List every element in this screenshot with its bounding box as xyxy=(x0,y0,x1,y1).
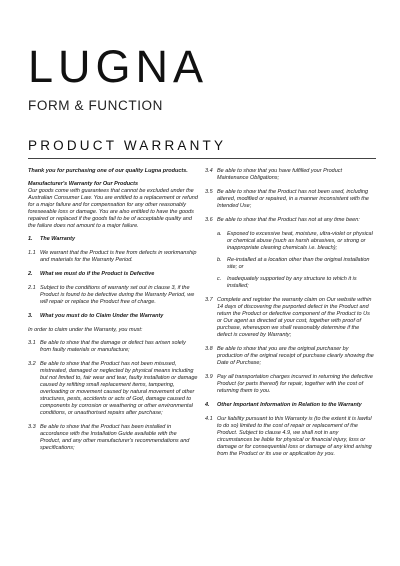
clause-3-6-a xyxy=(217,231,375,252)
clause-3-2 xyxy=(28,361,198,417)
section-number: 2. xyxy=(28,271,33,277)
right-column xyxy=(205,168,375,465)
section-title: The Warranty xyxy=(40,236,76,242)
clause-number: 3.6 xyxy=(205,217,213,223)
manufacturer-heading: Manufacturer's Warranty for Our Products xyxy=(28,181,139,187)
title-divider xyxy=(28,158,376,159)
clause-text: Subject to the conditions of warranty set out in clause 3, if the Product is found to be defective during the Warranty Period, we will repair or replace the Product free of charge. xyxy=(40,285,195,305)
clause-3-8 xyxy=(205,346,375,367)
section-2-heading xyxy=(28,271,198,278)
clause-number: 3.2 xyxy=(28,361,36,367)
clause-3-3 xyxy=(28,424,198,452)
clause-3-4 xyxy=(205,168,375,182)
clause-text: Be able to show that you are the original purchaser by production of the original receipt of purchase clearly showing the Date of Purchase; xyxy=(217,346,374,366)
clause-text: Be able to show that the Product has been installed in accordance with the Installation Guide available with the Product, and any other manufacturer's recommendations and specifications; xyxy=(40,424,190,451)
section-number: 4. xyxy=(205,402,210,408)
thanks-text: Thank you for purchasing one of our quality Lugna products. xyxy=(28,168,188,174)
clause-1-1 xyxy=(28,250,198,264)
section-title: What you must do to Claim Under the Warranty xyxy=(40,313,164,319)
clause-3-6-b xyxy=(217,257,375,271)
clause-text: Be able to show that the Product has not been used, including altered, modified or repaired, in a manner inconsistent with the Intended Use; xyxy=(217,189,369,209)
brand-logo xyxy=(28,41,209,113)
clause-number: 2.1 xyxy=(28,285,36,291)
subclause-letter: b. xyxy=(217,257,222,263)
logo-tagline: FORM & FUNCTION xyxy=(28,98,163,113)
clause-number: 3.1 xyxy=(28,340,36,346)
clause-text: Be able to show that the damage or defect has arisen solely from faulty materials or manufacture; xyxy=(40,340,186,353)
section-3-heading xyxy=(28,313,198,320)
clause-text: We warrant that the Product is free from defects in workmanship and materials for the Warranty Period. xyxy=(40,250,197,263)
subclause-letter: c. xyxy=(217,276,222,282)
section-title: What we must do if the Product is Defective xyxy=(40,271,155,277)
clause-number: 3.7 xyxy=(205,297,213,303)
manufacturer-body: Our goods come with guarantees that cannot be excluded under the Australian Consumer Law. You are entitled to a replacement or refund for a major failure and for compensation for any other reasonably foreseeable loss or damage. You are also entitled to have the goods repaired or replaced if the goods fail to be of acceptable quality and the failure does not amount to a major failure. xyxy=(28,188,198,229)
clause-number: 3.9 xyxy=(205,374,213,380)
section-4-heading xyxy=(205,402,375,409)
section-title: Other Important Information in Relation to the Warranty xyxy=(217,402,362,408)
subclause-letter: a. xyxy=(217,231,222,237)
clause-text: Pay all transportation charges incurred in returning the defective Product (or parts thereof) for repair, together with the cost of returning them to you. xyxy=(217,374,373,394)
subclause-text: Exposed to excessive heat, moisture, ultra-violet or physical or chemical abuse (such as harsh abrasives, or strong or inappropriate cleaning chemicals i.e. bleach); xyxy=(227,231,373,251)
clause-2-1 xyxy=(28,285,198,306)
clause-number: 3.5 xyxy=(205,189,213,195)
clause-3-9 xyxy=(205,374,375,395)
clause-4-1 xyxy=(205,416,375,458)
subclause-text: Re-installed at a location other than the original installation site; or xyxy=(227,257,370,270)
clause-number: 3.3 xyxy=(28,424,36,430)
clause-number: 1.1 xyxy=(28,250,36,256)
clause-3-6-c xyxy=(217,276,375,290)
clause-text: Our liability pursuant to this Warranty is (to the extent it is lawful to do so) limited to the cost of repair or replacement of the Product. Subject to clause 4.9, we shall not in any circumstances be liable for physical or financial injury, loss or damage or for consequential loss or damage of any kind arising from the Product or its use or application by you. xyxy=(217,416,372,457)
clause-text: Be able to show that the Product has not been misused, mistreated, damaged or neglected by physical means including but not limited to, fair wear and tear, faulty installation or damage caused by refitting small replacement items, tampering, overloading or movement caused by natural movement of other structures, pests, accidents or acts of God, damage caused to components by corrosion or weathering or other environmental conditions, or unauthorised repairs after purchase; xyxy=(40,361,198,416)
section-1-heading xyxy=(28,236,198,243)
clause-3-5 xyxy=(205,189,375,210)
section-number: 3. xyxy=(28,313,33,319)
section-3-intro: In order to claim under the Warranty, you must: xyxy=(28,327,143,333)
subclause-text: Inadequately supported by any structure to which it is installed; xyxy=(227,276,357,289)
clause-3-6 xyxy=(205,217,375,224)
logo-wordmark: LUGNA xyxy=(28,41,209,92)
clause-text: Complete and register the warranty claim on Our website within 14 days of discovering the purported defect in the Product and return the Product or defective component of the Product to Us or Our agent as directed at your cost, together with proof of purchase, whereupon we shall reasonably determine if the defect is covered by Warranty; xyxy=(217,297,372,338)
document-title: PRODUCT WARRANTY xyxy=(28,138,227,153)
clause-3-7 xyxy=(205,297,375,339)
clause-number: 4.1 xyxy=(205,416,213,422)
clause-number: 3.8 xyxy=(205,346,213,352)
clause-3-1 xyxy=(28,340,198,354)
left-column xyxy=(28,168,198,459)
clause-text: Be able to show that you have fulfilled your Product Maintenance Obligations; xyxy=(217,168,343,181)
section-number: 1. xyxy=(28,236,33,242)
clause-text: Be able to show that the Product has not at any time been: xyxy=(217,217,360,223)
clause-number: 3.4 xyxy=(205,168,213,174)
